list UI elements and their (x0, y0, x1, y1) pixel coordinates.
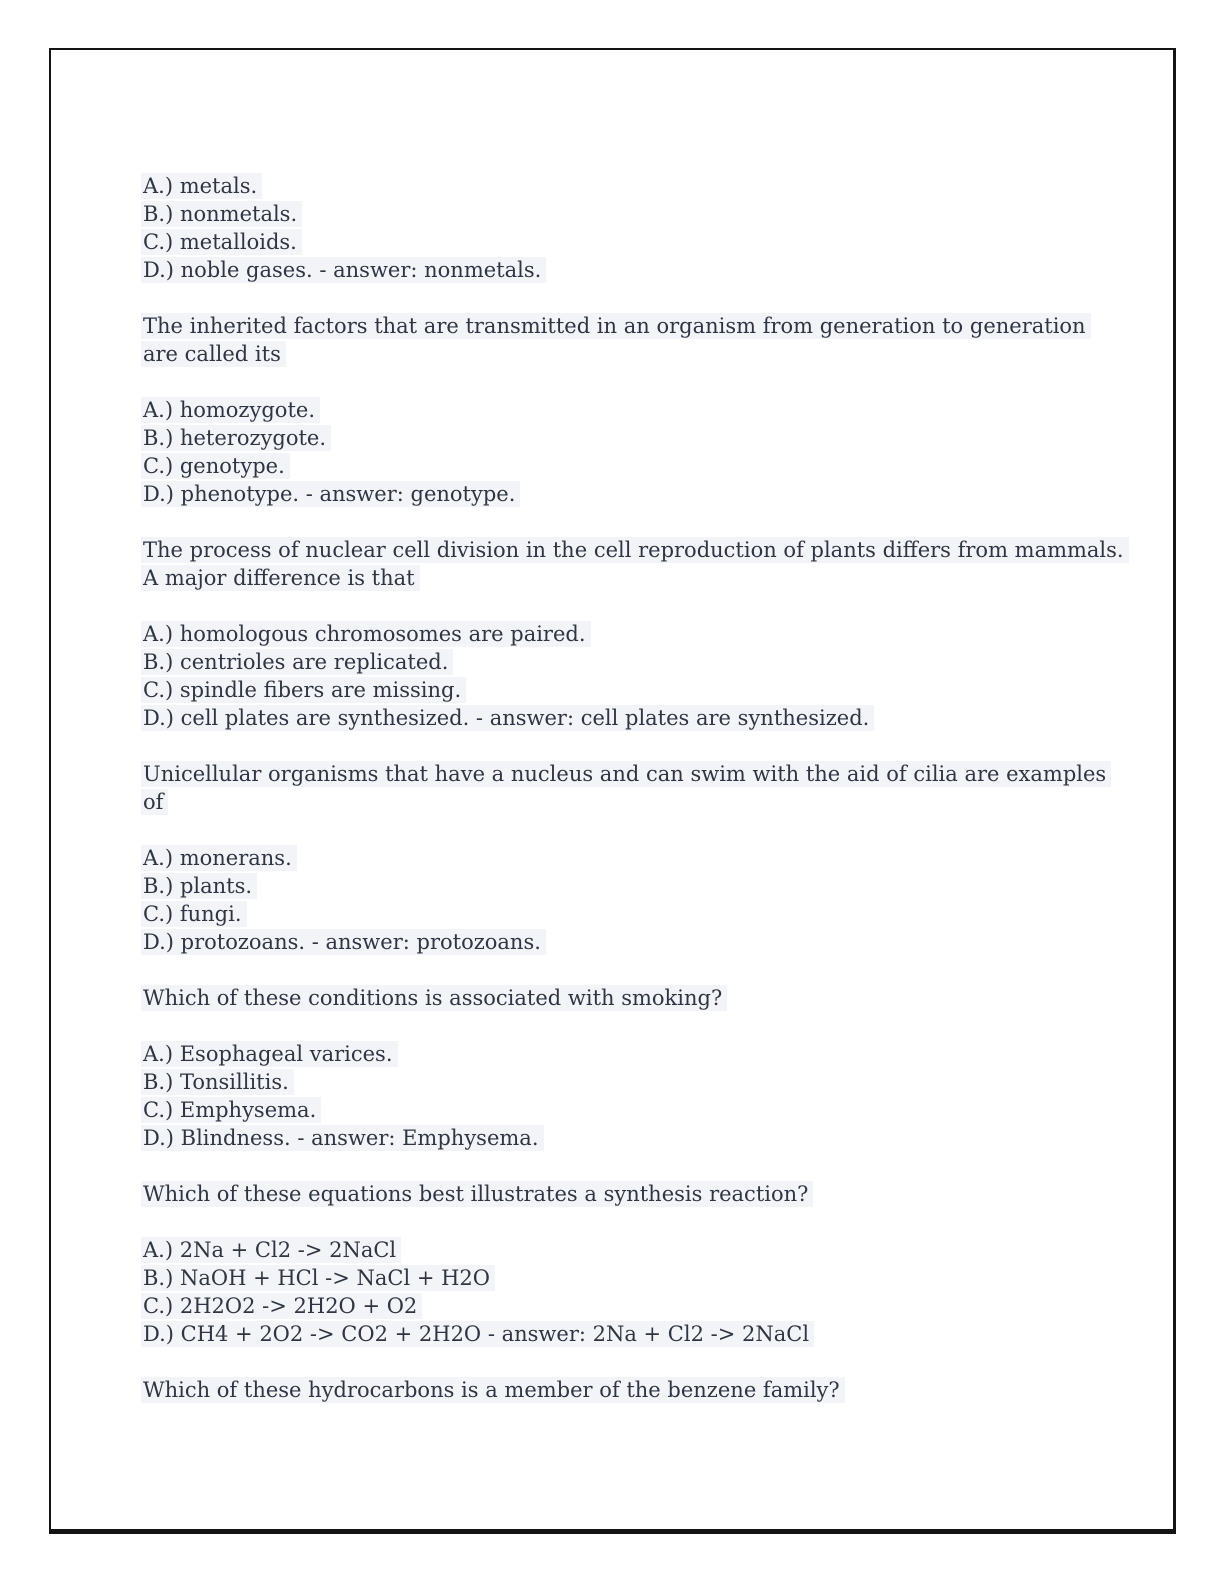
option-a: A.) homozygote. (141, 397, 320, 423)
answer-options-block (143, 1236, 1143, 1348)
option-a: A.) monerans. (141, 845, 297, 871)
option-line (143, 424, 1143, 452)
document-content (143, 172, 1143, 1404)
option-d-with-answer: D.) CH4 + 2O2 -> CO2 + 2H2O - answer: 2Na + Cl2 -> 2NaCl (141, 1321, 814, 1347)
option-a: A.) homologous chromosomes are paired. (141, 621, 591, 647)
option-c: C.) spindle fibers are missing. (141, 677, 466, 703)
page-border (49, 48, 1176, 1534)
question-line (143, 564, 1143, 592)
question-text: A major difference is that (141, 565, 420, 591)
option-line (143, 1236, 1143, 1264)
option-line (143, 620, 1143, 648)
option-b: B.) plants. (141, 873, 257, 899)
question-line (143, 984, 1143, 1012)
option-line (143, 1264, 1143, 1292)
answer-options-block (143, 396, 1143, 508)
question-text: The inherited factors that are transmitted in an organism from generation to generation (141, 313, 1091, 339)
question-block (143, 984, 1143, 1012)
option-line (143, 844, 1143, 872)
option-line (143, 1096, 1143, 1124)
question-block (143, 1376, 1143, 1404)
option-c: C.) Emphysema. (141, 1097, 321, 1123)
option-b: B.) NaOH + HCl -> NaCl + H2O (141, 1265, 495, 1291)
option-line (143, 704, 1143, 732)
option-line (143, 1292, 1143, 1320)
option-b: B.) heterozygote. (141, 425, 331, 451)
option-a: A.) metals. (141, 173, 262, 199)
option-line (143, 1068, 1143, 1096)
question-text: of (141, 789, 168, 815)
answer-options-block (143, 844, 1143, 956)
question-line (143, 1376, 1143, 1404)
option-line (143, 228, 1143, 256)
option-line (143, 900, 1143, 928)
question-text: Which of these hydrocarbons is a member of the benzene family? (141, 1377, 845, 1403)
question-line (143, 788, 1143, 816)
option-c: C.) genotype. (141, 453, 290, 479)
option-c: C.) fungi. (141, 901, 247, 927)
option-line (143, 872, 1143, 900)
question-line (143, 340, 1143, 368)
answer-options-block (143, 620, 1143, 732)
option-line (143, 1320, 1143, 1348)
question-line (143, 1180, 1143, 1208)
option-b: B.) centrioles are replicated. (141, 649, 453, 675)
option-b: B.) nonmetals. (141, 201, 302, 227)
answer-options-block (143, 172, 1143, 284)
option-d-with-answer: D.) cell plates are synthesized. - answer: cell plates are synthesized. (141, 705, 874, 731)
question-text: The process of nuclear cell division in the cell reproduction of plants differs from mammals. (141, 537, 1129, 563)
option-line (143, 256, 1143, 284)
question-text: Unicellular organisms that have a nucleus and can swim with the aid of cilia are examples (141, 761, 1111, 787)
option-line (143, 480, 1143, 508)
question-text: Which of these equations best illustrates a synthesis reaction? (141, 1181, 813, 1207)
option-line (143, 1124, 1143, 1152)
question-line (143, 760, 1143, 788)
question-line (143, 312, 1143, 340)
option-d-with-answer: D.) Blindness. - answer: Emphysema. (141, 1125, 544, 1151)
option-line (143, 928, 1143, 956)
option-a: A.) Esophageal varices. (141, 1041, 398, 1067)
option-line (143, 1040, 1143, 1068)
option-c: C.) metalloids. (141, 229, 302, 255)
question-block (143, 536, 1143, 592)
option-d-with-answer: D.) phenotype. - answer: genotype. (141, 481, 520, 507)
option-line (143, 200, 1143, 228)
option-c: C.) 2H2O2 -> 2H2O + O2 (141, 1293, 422, 1319)
option-d-with-answer: D.) noble gases. - answer: nonmetals. (141, 257, 546, 283)
question-text: Which of these conditions is associated with smoking? (141, 985, 727, 1011)
question-line (143, 536, 1143, 564)
answer-options-block (143, 1040, 1143, 1152)
option-d-with-answer: D.) protozoans. - answer: protozoans. (141, 929, 546, 955)
question-block (143, 312, 1143, 368)
option-a: A.) 2Na + Cl2 -> 2NaCl (141, 1237, 401, 1263)
question-block (143, 1180, 1143, 1208)
option-b: B.) Tonsillitis. (141, 1069, 294, 1095)
question-block (143, 760, 1143, 816)
option-line (143, 452, 1143, 480)
option-line (143, 648, 1143, 676)
option-line (143, 676, 1143, 704)
option-line (143, 396, 1143, 424)
question-text: are called its (141, 341, 286, 367)
option-line (143, 172, 1143, 200)
